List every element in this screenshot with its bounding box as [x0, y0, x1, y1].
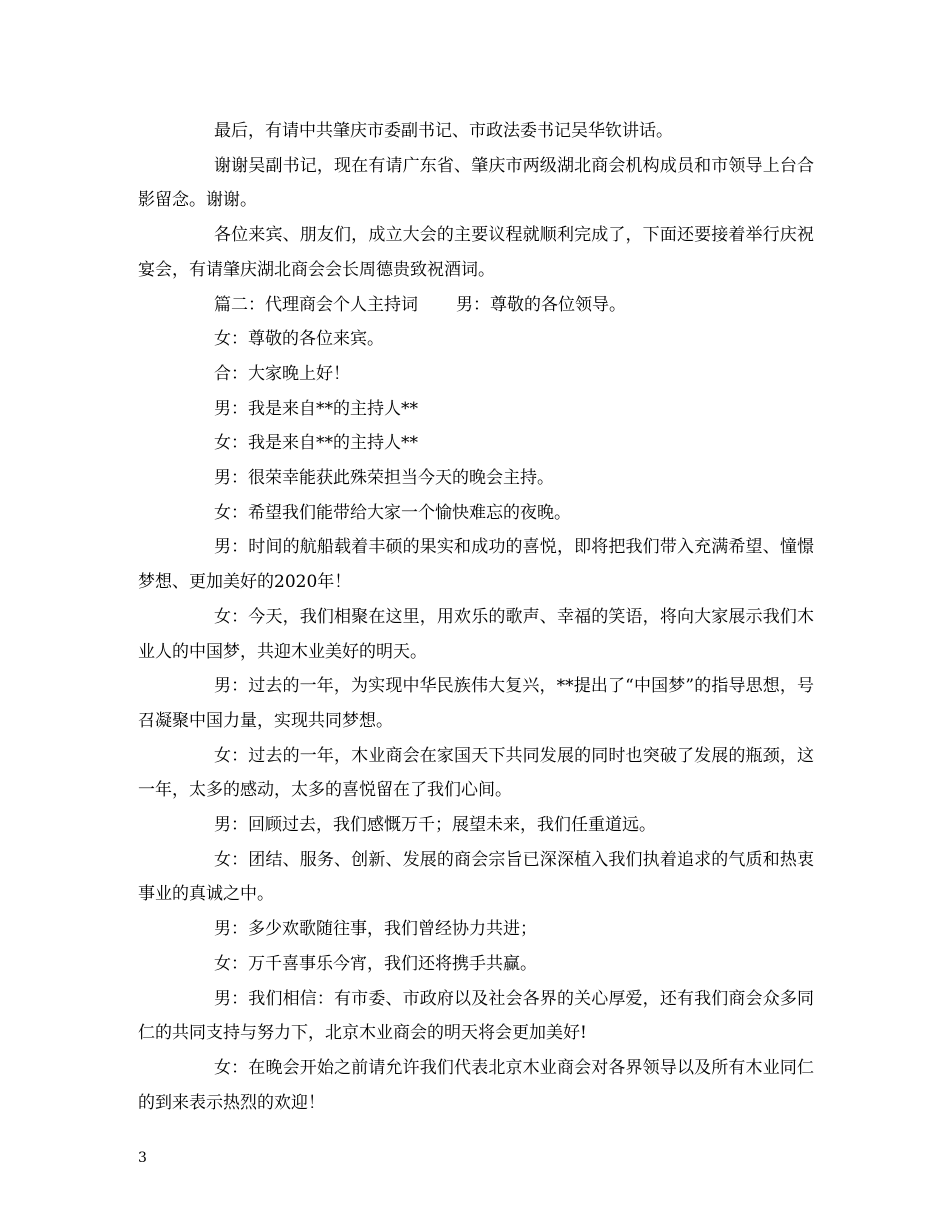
- paragraph: 男：回顾过去，我们感慨万千；展望未来，我们任重道远。: [214, 815, 656, 836]
- paragraph: 女：希望我们能带给大家一个愉快难忘的夜晚。: [214, 502, 571, 523]
- paragraph: 男：过去的一年，为实现中华民族伟大复兴，**提出了“中国梦”的指导思想，号召凝聚中国力量，实现共同梦想。: [138, 676, 814, 731]
- section-heading-line: [138, 288, 814, 323]
- paragraph: 女：过去的一年，木业商会在家国天下共同发展的同时也突破了发展的瓶颈，这一年，太多的感动，太多的喜悦留在了我们心间。: [138, 745, 814, 801]
- paragraph: 男：多少欢歌随往事，我们曾经协力共进；: [214, 919, 537, 940]
- paragraph: 女：今天，我们相聚在这里，用欢乐的歌声、幸福的笑语，将向大家展示我们木业人的中国梦，共迎木业美好的明天。: [138, 606, 814, 662]
- section-heading: 篇二：代理商会个人主持词: [214, 294, 418, 315]
- document-body: [138, 114, 814, 1120]
- paragraph: 谢谢吴副书记，现在有请广东省、肇庆市两级湖北商会机构成员和市领导上台合影留念。谢谢。: [138, 155, 814, 211]
- paragraph: 男：很荣幸能获此殊荣担当今天的晚会主持。: [214, 468, 554, 489]
- paragraph: 女：尊敬的各位来宾。: [214, 329, 384, 350]
- paragraph: 男：我是来自**的主持人**: [214, 398, 418, 419]
- paragraph: 女：我是来自**的主持人**: [214, 433, 418, 454]
- paragraph: 女：万千喜事乐今宵，我们还将携手共赢。: [214, 953, 537, 974]
- paragraph: 男：我们相信：有市委、市政府以及社会各界的关心厚爱，还有我们商会众多同仁的共同支持与努力下，北京木业商会的明天将会更加美好!: [138, 988, 814, 1044]
- paragraph: 合：大家晚上好！: [214, 363, 350, 384]
- paragraph: 各位来宾、朋友们，成立大会的主要议程就顺利完成了，下面还要接着举行庆祝宴会，有请肇庆湖北商会会长周德贵致祝酒词。: [138, 225, 814, 280]
- page-number: 3: [138, 1150, 147, 1166]
- paragraph: 女：团结、服务、创新、发展的商会宗旨已深深植入我们执着追求的气质和热衷事业的真诚之中。: [138, 849, 814, 905]
- paragraph: 最后，有请中共肇庆市委副书记、市政法委书记吴华钦讲话。: [214, 121, 673, 141]
- paragraph: 男：时间的航船载着丰硕的果实和成功的喜悦，即将把我们带入充满希望、憧憬梦想、更加美好的2020年！: [138, 537, 814, 593]
- paragraph: 女：在晚会开始之前请允许我们代表北京木业商会对各界领导以及所有木业同仁的到来表示热烈的欢迎！: [138, 1057, 814, 1113]
- section-heading-continuation: 男：尊敬的各位领导。: [456, 294, 626, 315]
